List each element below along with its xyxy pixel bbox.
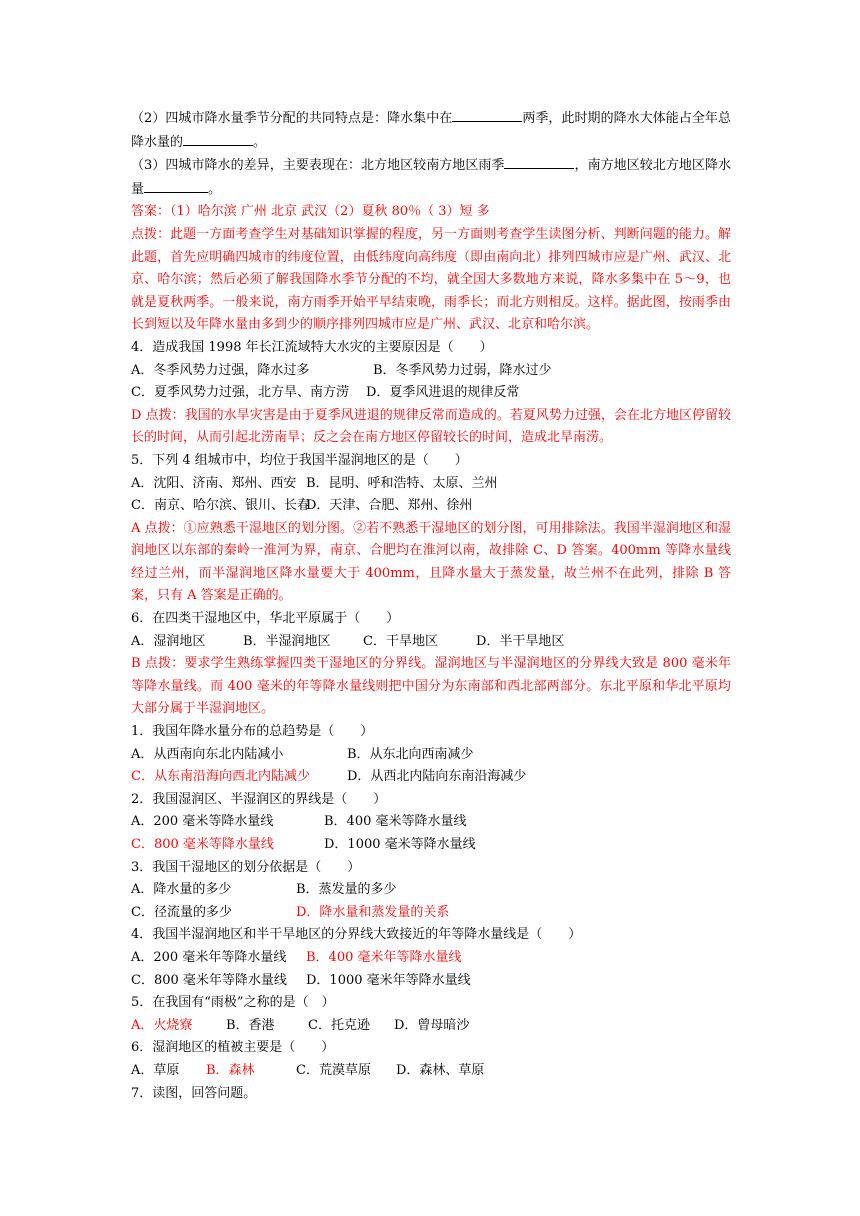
option-row xyxy=(131,1015,731,1038)
option-c[interactable]: C．径流量的多少 xyxy=(131,904,232,920)
option-c[interactable]: C．托克逊 xyxy=(308,1017,370,1033)
option-d[interactable]: D．1000 毫米年等降水量线 xyxy=(306,972,471,988)
question-stem: 6．在四类干湿地区中，华北平原属于（ ） xyxy=(131,611,400,627)
question-stem: 4．我国半湿润地区和半干旱地区的分界线大致接近的年等降水量线是（ ） xyxy=(131,927,582,943)
answer-blank[interactable] xyxy=(144,178,208,193)
analysis-note: B 点拨：要求学生熟练掌握四类干湿地区的分界线。湿润地区与半湿润地区的分界线大致是 800 毫米年等降水量线。而 400 毫米的年等降水量线则把中国分为东南部和西北部两部分。东北平原和华北平原均大部分属于半湿润地区。 xyxy=(131,656,731,717)
question-stem: 3．我国干湿地区的划分依据是（ ） xyxy=(131,859,361,875)
option-d[interactable]: D．半干旱地区 xyxy=(476,633,565,649)
option-row xyxy=(131,744,731,767)
option-c-correct[interactable]: C．从东南沿海向西北内陆减少 xyxy=(131,769,310,785)
option-row xyxy=(131,495,731,518)
option-row xyxy=(131,631,731,654)
option-b[interactable]: B．400 毫米等降水量线 xyxy=(324,814,467,830)
option-b-correct[interactable]: B．森林 xyxy=(206,1062,255,1078)
question-stem: 5．下列 4 组城市中，均位于我国半湿润地区的是（ ） xyxy=(131,452,468,468)
answer-blank[interactable] xyxy=(183,131,253,146)
option-c[interactable]: C．800 毫米年等降水量线 xyxy=(131,972,287,988)
option-d[interactable]: D．1000 毫米等降水量线 xyxy=(324,837,476,852)
question-stem: 5．在我国有“雨极”之称的是（ ） xyxy=(131,995,335,1011)
option-a[interactable]: A．200 毫米等降水量线 xyxy=(131,814,274,830)
option-c[interactable]: C．南京、哈尔滨、银川、长春 xyxy=(131,498,310,514)
option-a[interactable]: A．从西南向东北内陆减小 xyxy=(131,746,284,762)
option-c[interactable]: C．夏季风势力过强，北方旱、南方涝 xyxy=(131,385,349,401)
option-d-correct[interactable]: D．降水量和蒸发量的关系 xyxy=(296,904,450,920)
option-c[interactable]: C．干旱地区 xyxy=(363,633,438,649)
option-row xyxy=(131,970,731,993)
option-c[interactable]: C．荒漠草原 xyxy=(296,1062,371,1078)
option-d[interactable]: D．森林、草原 xyxy=(396,1062,485,1078)
option-d[interactable]: D．从西北内陆向东南沿海减少 xyxy=(347,769,527,785)
question-stem: 7．读图，回答问题。 xyxy=(131,1085,257,1101)
option-a[interactable]: A．冬季风势力过强，降水过多 xyxy=(131,362,310,378)
option-row xyxy=(131,879,731,902)
document-page xyxy=(131,107,731,1105)
option-d[interactable]: D．曾母暗沙 xyxy=(394,1017,470,1033)
question-2-part-2: （2）四城市降水量季节分配的共同特点是：降水集中在 两季，此时期的降水大体能占全年总降水量的 。 xyxy=(131,107,731,154)
analysis-note: D 点拨：我国的水旱灾害是由于夏季风进退的规律反常而造成的。若夏风势力过强，会在北方地区停留较长的时间，从而引起北涝南旱；反之会在南方地区停留较长的时间，造成北旱南涝。 xyxy=(131,407,731,446)
option-b[interactable]: B．从东北向西南减少 xyxy=(347,746,474,762)
option-row xyxy=(131,947,731,970)
option-row xyxy=(131,811,731,834)
option-a[interactable]: A．沈阳、济南、郑州、西安 xyxy=(131,475,297,491)
option-row xyxy=(131,902,731,925)
option-b[interactable]: B．蒸发量的多少 xyxy=(296,882,397,898)
option-c-correct[interactable]: C．800 毫米等降水量线 xyxy=(131,837,274,852)
option-row xyxy=(131,473,731,496)
question-stem: 1．我国年降水量分布的总趋势是（ ） xyxy=(131,724,374,740)
analysis-note: 点拨：此题一方面考查学生对基础知识掌握的程度，另一方面则考查学生读图分析、判断问题的能力。解此题，首先应明确四城市的纬度位置，由低纬度向高纬度（即由南向北）排列四城市应是广州、武汉、北京、哈尔滨；然后必须了解我国降水季节分配的不均，就全国大多数地方来说，降水多集中在 5～9，也就是夏秋两季。一般来说，南方雨季开始平早结束晚，雨季长；而北方则相反。这样。据此图，按雨季由长到短以及年降水量由多到少的顺序排列四城市应是广州、武汉、北京和哈尔滨。 xyxy=(131,226,731,333)
question-stem: 2．我国湿润区、半湿润区的界线是（ ） xyxy=(131,791,387,807)
option-d[interactable]: D．夏季风进退的规律反常 xyxy=(366,385,520,401)
answer-line: 答案：（1）哈尔滨 广州 北京 武汉（2）夏秋 80％（ 3）短 多 xyxy=(131,204,490,220)
option-row xyxy=(131,1060,731,1083)
question-2-part-3: （3）四城市降水的差异，主要表现在：北方地区较南方地区雨季 ，南方地区较北方地区降水量 。 xyxy=(131,154,731,201)
option-b-correct[interactable]: B．400 毫米年等降水量线 xyxy=(306,949,462,965)
option-a[interactable]: A．降水量的多少 xyxy=(131,882,232,898)
answer-blank[interactable] xyxy=(504,154,574,169)
option-a[interactable]: A．草原 xyxy=(131,1062,180,1078)
option-b[interactable]: B．半湿润地区 xyxy=(243,633,331,649)
analysis-note: A 点拨：①应熟悉干湿地区的划分图。②若不熟悉干湿地区的划分图，可用排除法。我国半湿润地区和湿润地区以东部的秦岭一淮河为界，南京、合肥均在淮河以南，故排除 C、D 答案。400mm 等降水量线经过兰州，而半湿润地区降水量要大于 400mm，且降水量大于蒸发量，故兰州不在此列，排除 B 答案，只有 A 答案是正确的。 xyxy=(131,520,731,604)
option-a[interactable]: A．湿润地区 xyxy=(131,633,206,649)
question-stem: 4．造成我国 1998 年长江流域特大水灾的主要原因是（ ） xyxy=(131,339,493,355)
option-a-correct[interactable]: A．火烧寮 xyxy=(131,1017,193,1033)
option-b[interactable]: B．昆明、呼和浩特、太原、兰州 xyxy=(306,475,498,491)
option-row xyxy=(131,766,731,789)
option-row xyxy=(131,360,731,383)
option-row xyxy=(131,834,731,857)
option-row xyxy=(131,382,731,405)
option-d[interactable]: D．天津、合肥、郑州、徐州 xyxy=(306,498,473,514)
option-a[interactable]: A．200 毫米年等降水量线 xyxy=(131,949,287,965)
question-stem: 6．湿润地区的植被主要是（ ） xyxy=(131,1040,335,1056)
option-b[interactable]: B．香港 xyxy=(226,1017,275,1033)
answer-blank[interactable] xyxy=(452,107,522,122)
option-b[interactable]: B．冬季风势力过弱，降水过少 xyxy=(373,362,552,378)
